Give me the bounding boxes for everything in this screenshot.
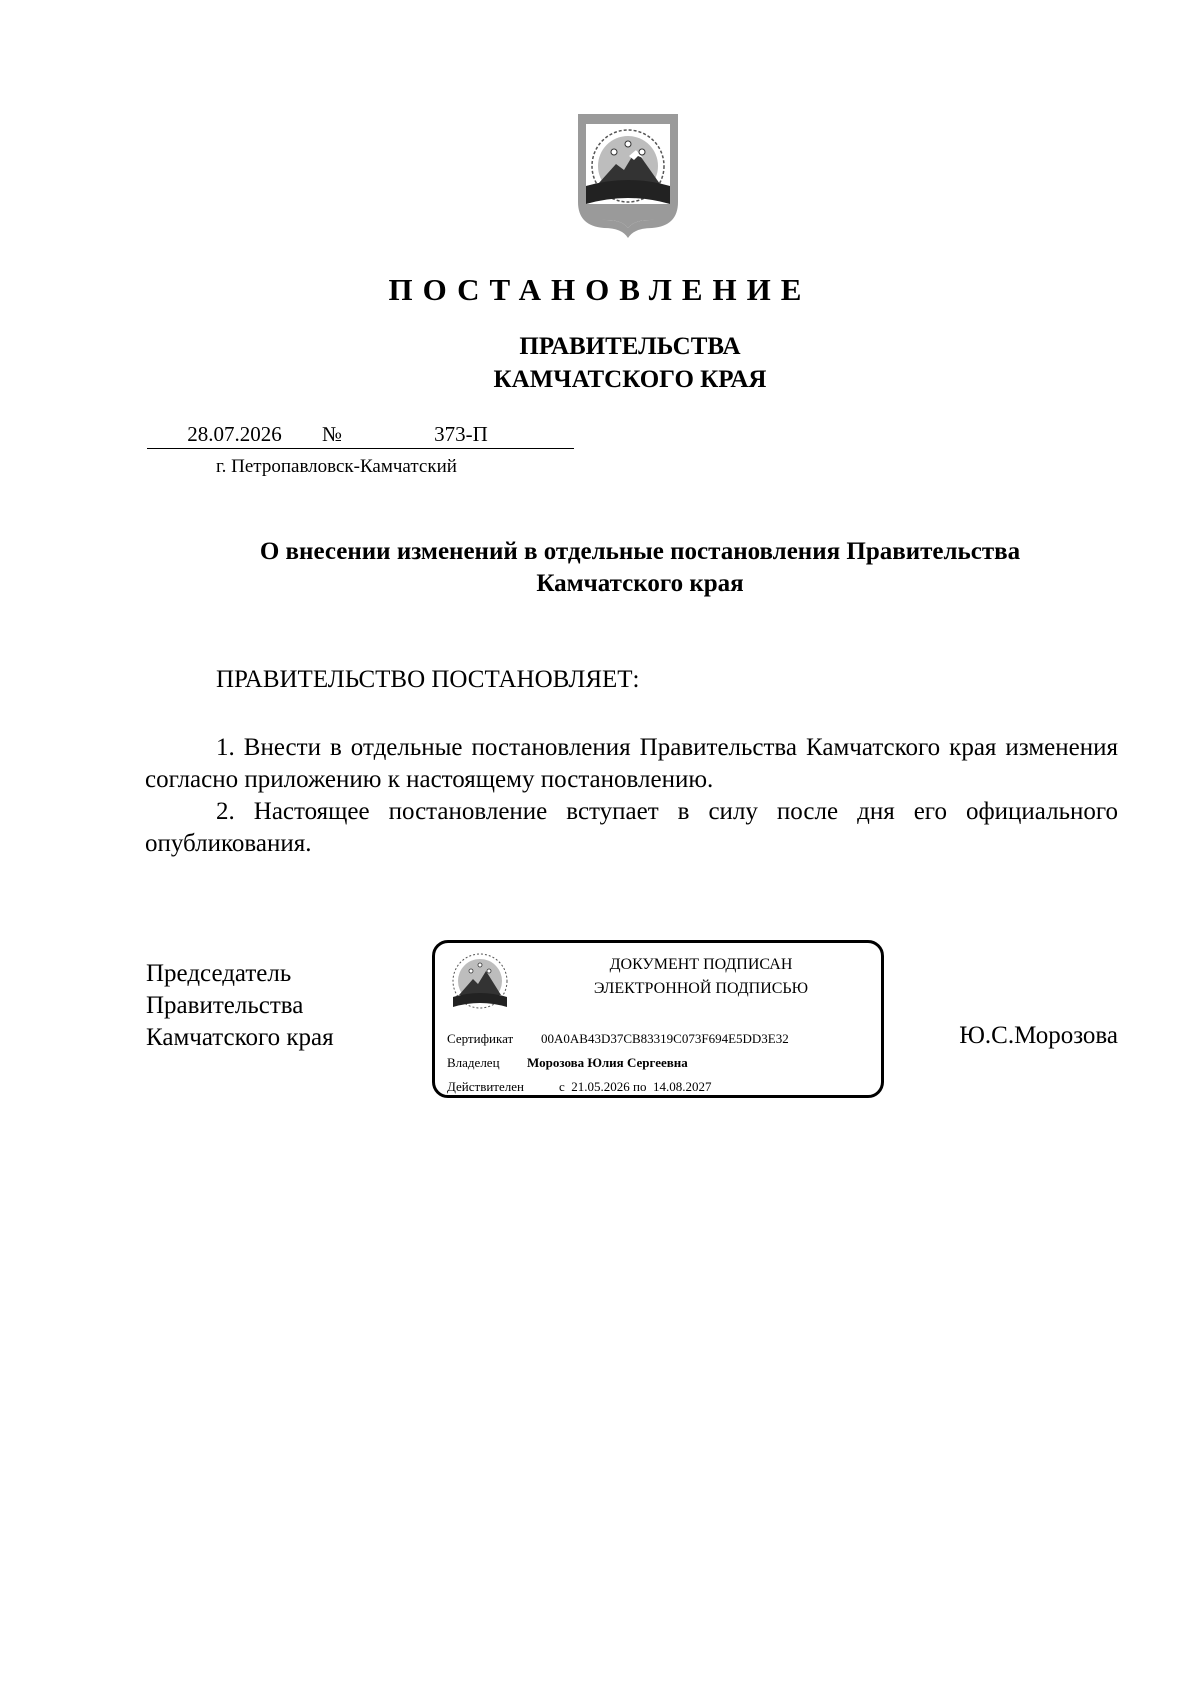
- issuer: [0, 330, 1200, 396]
- issuer-line-1: ПРАВИТЕЛЬСТВА: [519, 333, 741, 360]
- kamchatka-coat-of-arms-icon: [576, 114, 680, 238]
- document-number: 373-П: [348, 422, 574, 449]
- paragraph-2: 2. Настоящее постановление вступает в силу после дня его официального опубликования.: [145, 798, 1118, 857]
- stamp-validity-row: [447, 1079, 712, 1095]
- valid-to-prefix: по: [633, 1079, 647, 1094]
- stamp-emblem-icon: [449, 951, 511, 1023]
- stamp-heading: [551, 953, 851, 1001]
- title-line-1: О внесении изменений в отдельные постановления Правительства: [259, 538, 1021, 565]
- document-place: г. Петропавловск-Камчатский: [216, 456, 457, 477]
- signer-position-line-3: Камчатского края: [146, 1024, 334, 1051]
- valid-to: 14.08.2027: [653, 1079, 712, 1094]
- signer-name: Ю.С.Морозова: [959, 1022, 1118, 1049]
- valid-label: Действителен: [447, 1079, 524, 1094]
- signer-position-line-2: Правительства: [146, 992, 304, 1019]
- certificate-value: 00A0AB43D37CB83319C073F694E5DD3E32: [541, 1031, 789, 1046]
- stamp-heading-line-1: ДОКУМЕНТ ПОДПИСАН: [609, 956, 793, 973]
- valid-from-prefix: с: [559, 1079, 565, 1094]
- document-type: ПОСТАНОВЛЕНИЕ: [388, 272, 812, 307]
- stamp-certificate-row: [447, 1031, 789, 1047]
- issuer-line-2: КАМЧАТСКОГО КРАЯ: [493, 366, 767, 393]
- signer-position: [146, 958, 334, 1054]
- paragraph-1: 1. Внести в отдельные постановления Правительства Камчатского края изменения согласно приложению к настоящему постановлению.: [145, 734, 1118, 793]
- number-sign: №: [322, 422, 348, 449]
- document-date: 28.07.2026: [147, 422, 322, 449]
- document-body: [145, 732, 1118, 860]
- resolves-heading: ПРАВИТЕЛЬСТВО ПОСТАНОВЛЯЕТ:: [216, 666, 640, 693]
- owner-value: Морозова Юлия Сергеевна: [527, 1055, 688, 1070]
- certificate-label: Сертификат: [447, 1031, 514, 1046]
- document-title: [170, 536, 1110, 600]
- electronic-signature-stamp: [432, 940, 884, 1098]
- valid-from: 21.05.2026: [571, 1079, 630, 1094]
- signer-position-line-1: Председатель: [146, 960, 292, 987]
- title-line-2: Камчатского края: [536, 570, 744, 597]
- stamp-owner-row: [447, 1055, 688, 1071]
- stamp-heading-line-2: ЭЛЕКТРОННОЙ ПОДПИСЬЮ: [593, 980, 809, 997]
- owner-label: Владелец: [447, 1055, 500, 1070]
